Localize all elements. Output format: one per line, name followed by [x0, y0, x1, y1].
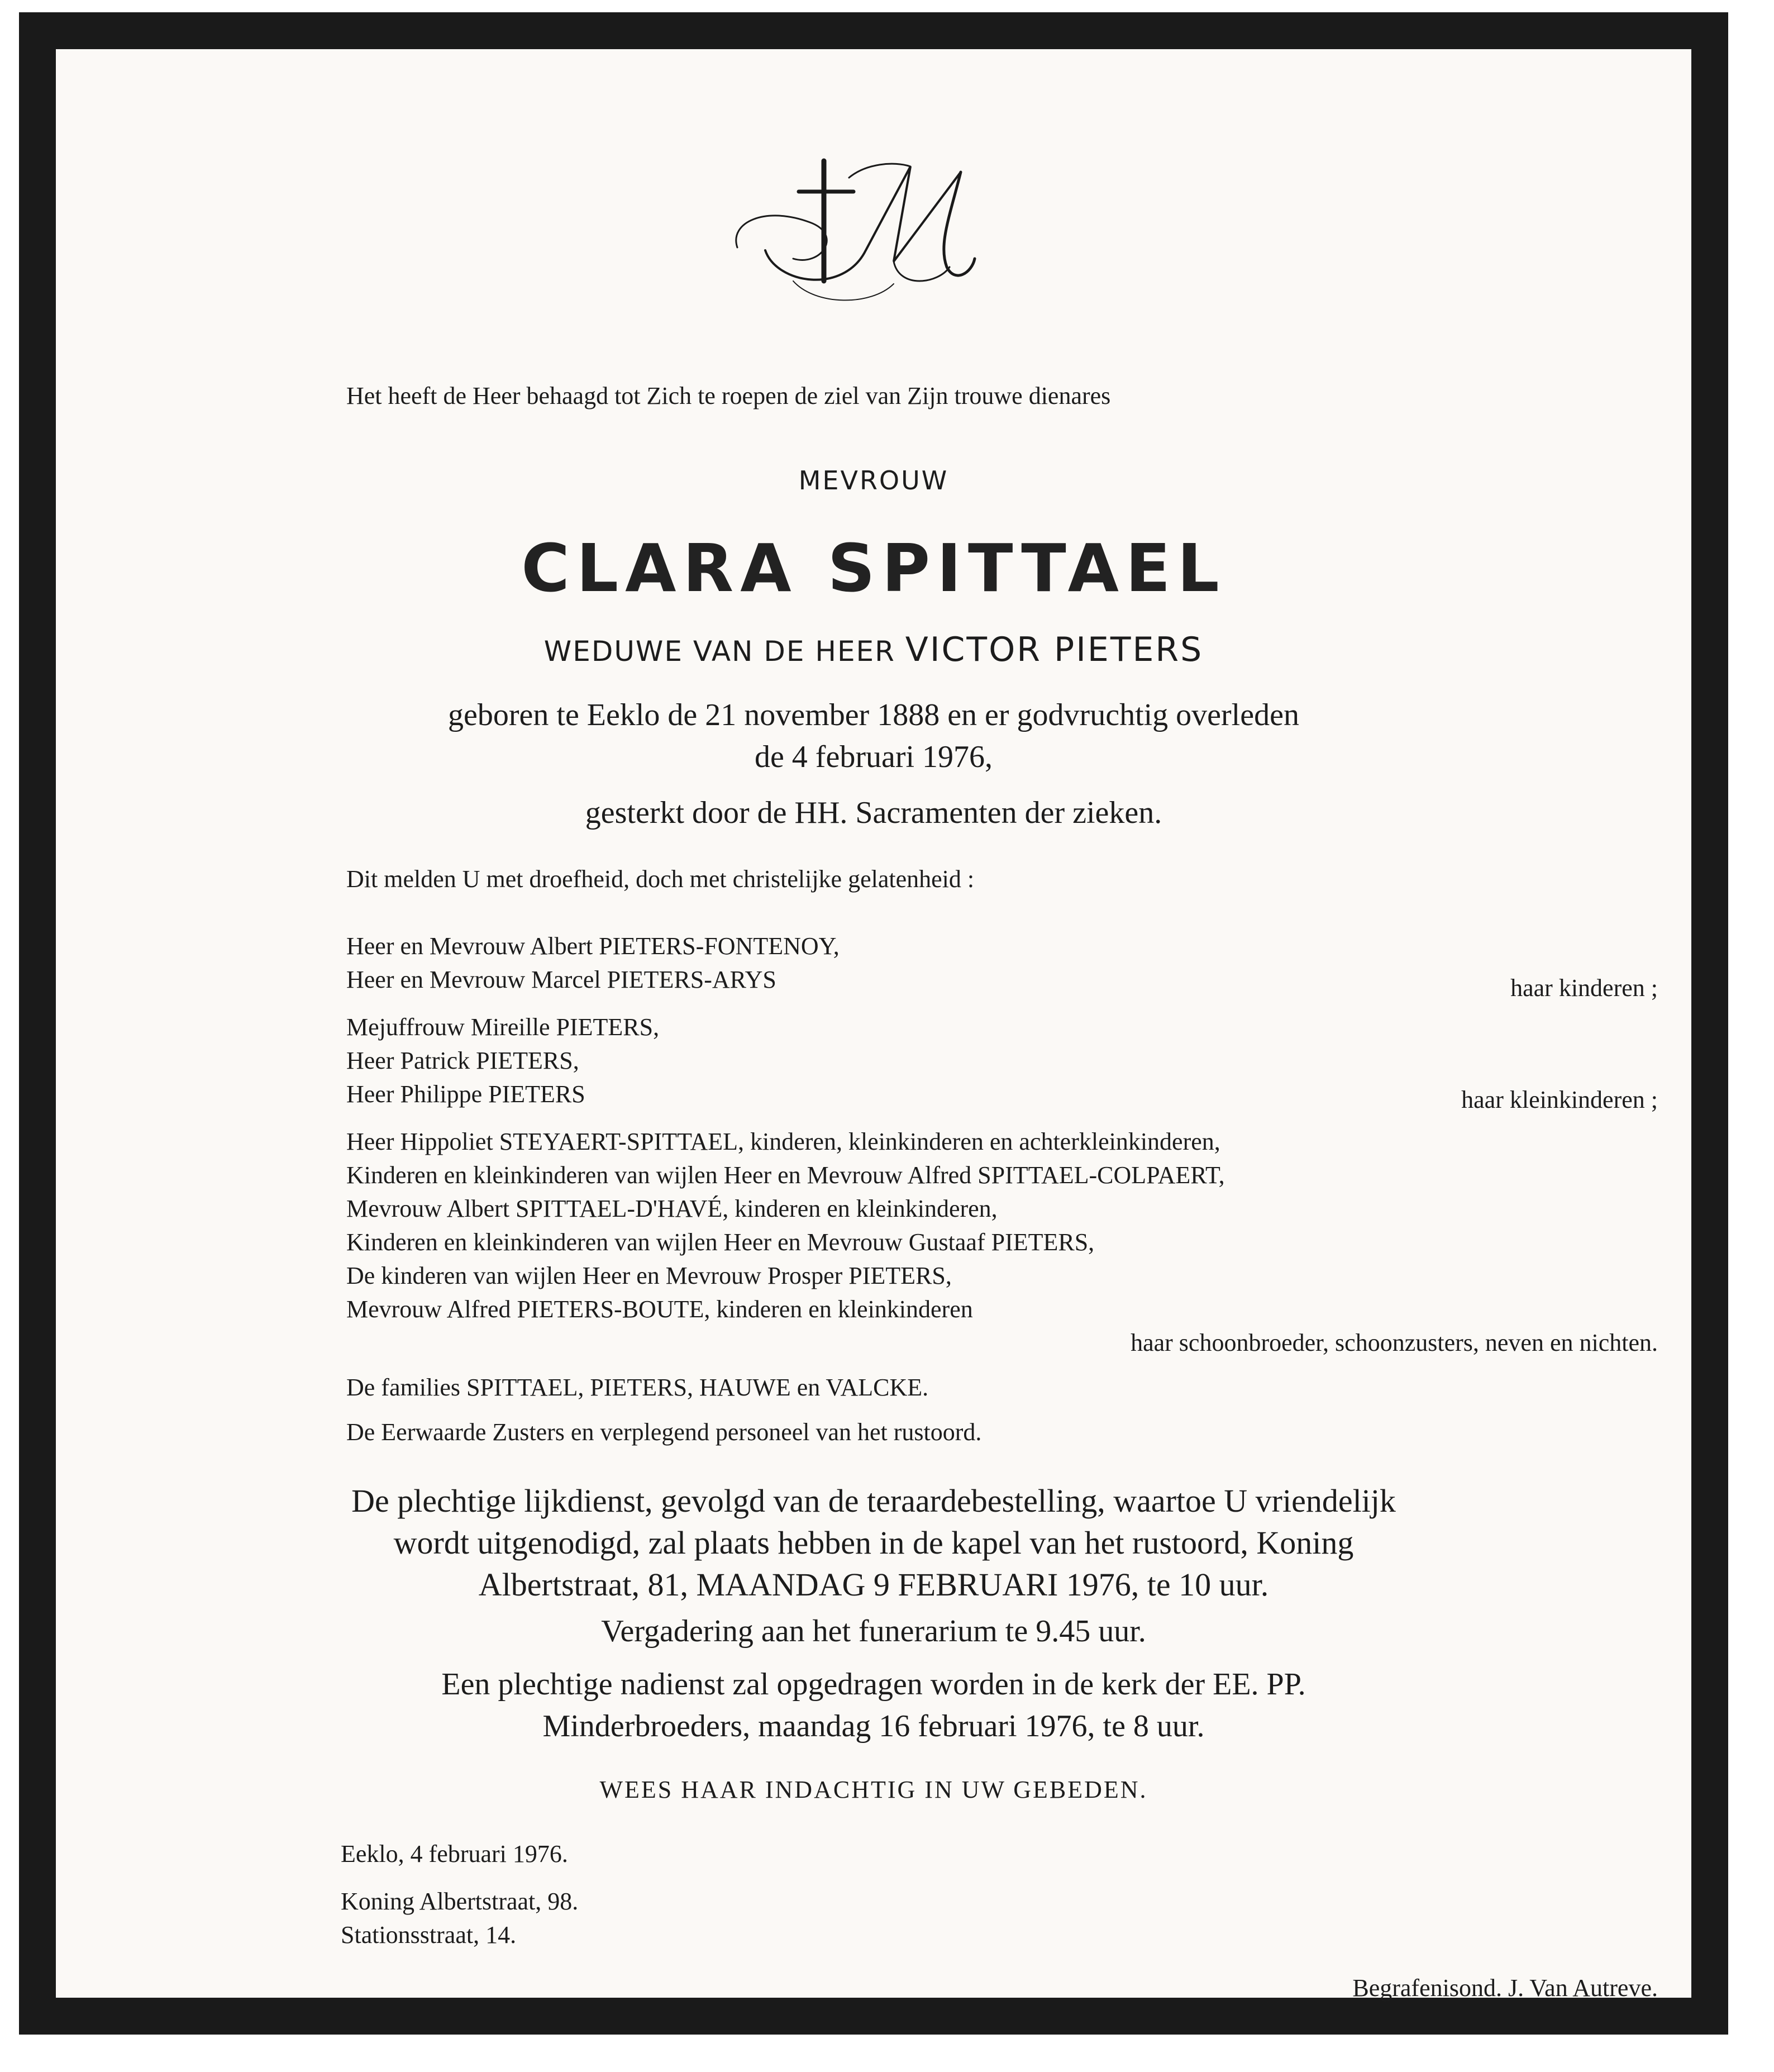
sisters-line: De Eerwaarde Zusters en verplegend personeel van het rustoord. [346, 1418, 982, 1446]
service-line-3: Albertstraat, 81, MAANDAG 9 FEBRUARI 1976, te 10 uur. [478, 1566, 1269, 1603]
relative-line: De kinderen van wijlen Heer en Mevrouw Prosper PIETERS, [346, 1262, 952, 1289]
relative-line: Mevrouw Alfred PIETERS-BOUTE, kinderen en kleinkinderen [346, 1295, 973, 1323]
child-line: Heer en Mevrouw Marcel PIETERS-ARYS [346, 966, 776, 993]
title-prefix: MEVROUW [798, 465, 949, 496]
gathering-line: Vergadering aan het funerarium te 9.45 uur. [601, 1614, 1146, 1649]
grandchild-line: Heer Patrick PIETERS, [346, 1047, 579, 1074]
intro-sentence: Het heeft de Heer behaagd tot Zich te roepen de ziel van Zijn trouwe dienares [346, 382, 1111, 409]
service-line-2: wordt uitgenodigd, zal plaats hebben in de kapel van het rustoord, Koning [393, 1525, 1354, 1561]
cross-monogram-emblem [726, 139, 983, 323]
relative-line: Mevrouw Albert SPITTAEL-D'HAVÉ, kinderen en kleinkinderen, [346, 1195, 998, 1222]
children-label: haar kinderen ; [1510, 974, 1658, 1002]
child-line: Heer en Mevrouw Albert PIETERS-FONTENOY, [346, 932, 840, 960]
grandchildren-label: haar kleinkinderen ; [1461, 1086, 1658, 1113]
mourning-card [19, 12, 1728, 2035]
address-line-1: Koning Albertstraat, 98. [341, 1888, 579, 1915]
relative-line: Kinderen en kleinkinderen van wijlen Heer en Mevrouw Alfred SPITTAEL-COLPAERT, [346, 1161, 1225, 1189]
husband-name: VICTOR PIETERS [905, 630, 1204, 669]
grandchild-line: Mejuffrouw Mireille PIETERS, [346, 1013, 660, 1041]
mass-line-1: Een plechtige nadienst zal opgedragen worden in de kerk der EE. PP. [441, 1667, 1306, 1702]
widow-prefix: WEDUWE VAN DE HEER [543, 635, 895, 668]
deceased-name: CLARA SPITTAEL [521, 530, 1226, 607]
grandchild-line: Heer Philippe PIETERS [346, 1080, 585, 1108]
relative-line: Kinderen en kleinkinderen van wijlen Heer en Mevrouw Gustaaf PIETERS, [346, 1228, 1095, 1256]
address-line-2: Stationsstraat, 14. [341, 1921, 517, 1949]
birth-line-2: de 4 februari 1976, [754, 740, 993, 774]
widow-of-line [56, 630, 1691, 669]
relative-line: Heer Hippoliet STEYAERT-SPITTAEL, kinderen, kleinkinderen en achterkleinkinderen, [346, 1128, 1220, 1155]
service-line-1: De plechtige lijkdienst, gevolgd van de teraardebestelling, waartoe U vriendelijk [351, 1483, 1396, 1519]
birth-line-1: geboren te Eeklo de 21 november 1888 en er godvruchtig overleden [448, 698, 1299, 732]
announcement-intro: Dit melden U met droefheid, doch met christelijke gelatenheid : [346, 865, 975, 893]
remember-line: WEES HAAR INDACHTIG IN UW GEBEDEN. [599, 1776, 1148, 1803]
families-line: De families SPITTAEL, PIETERS, HAUWE en VALCKE. [346, 1374, 929, 1401]
relatives-label: haar schoonbroeder, schoonzusters, neven en nichten. [1131, 1329, 1658, 1356]
mass-line-2: Minderbroeders, maandag 16 februari 1976, te 8 uur. [542, 1709, 1205, 1744]
undertaker: Begrafenisond. J. Van Autreve. [1352, 1974, 1658, 2002]
sacraments-line: gesterkt door de HH. Sacramenten der zieken. [585, 796, 1162, 830]
place-date: Eeklo, 4 februari 1976. [341, 1840, 568, 1868]
